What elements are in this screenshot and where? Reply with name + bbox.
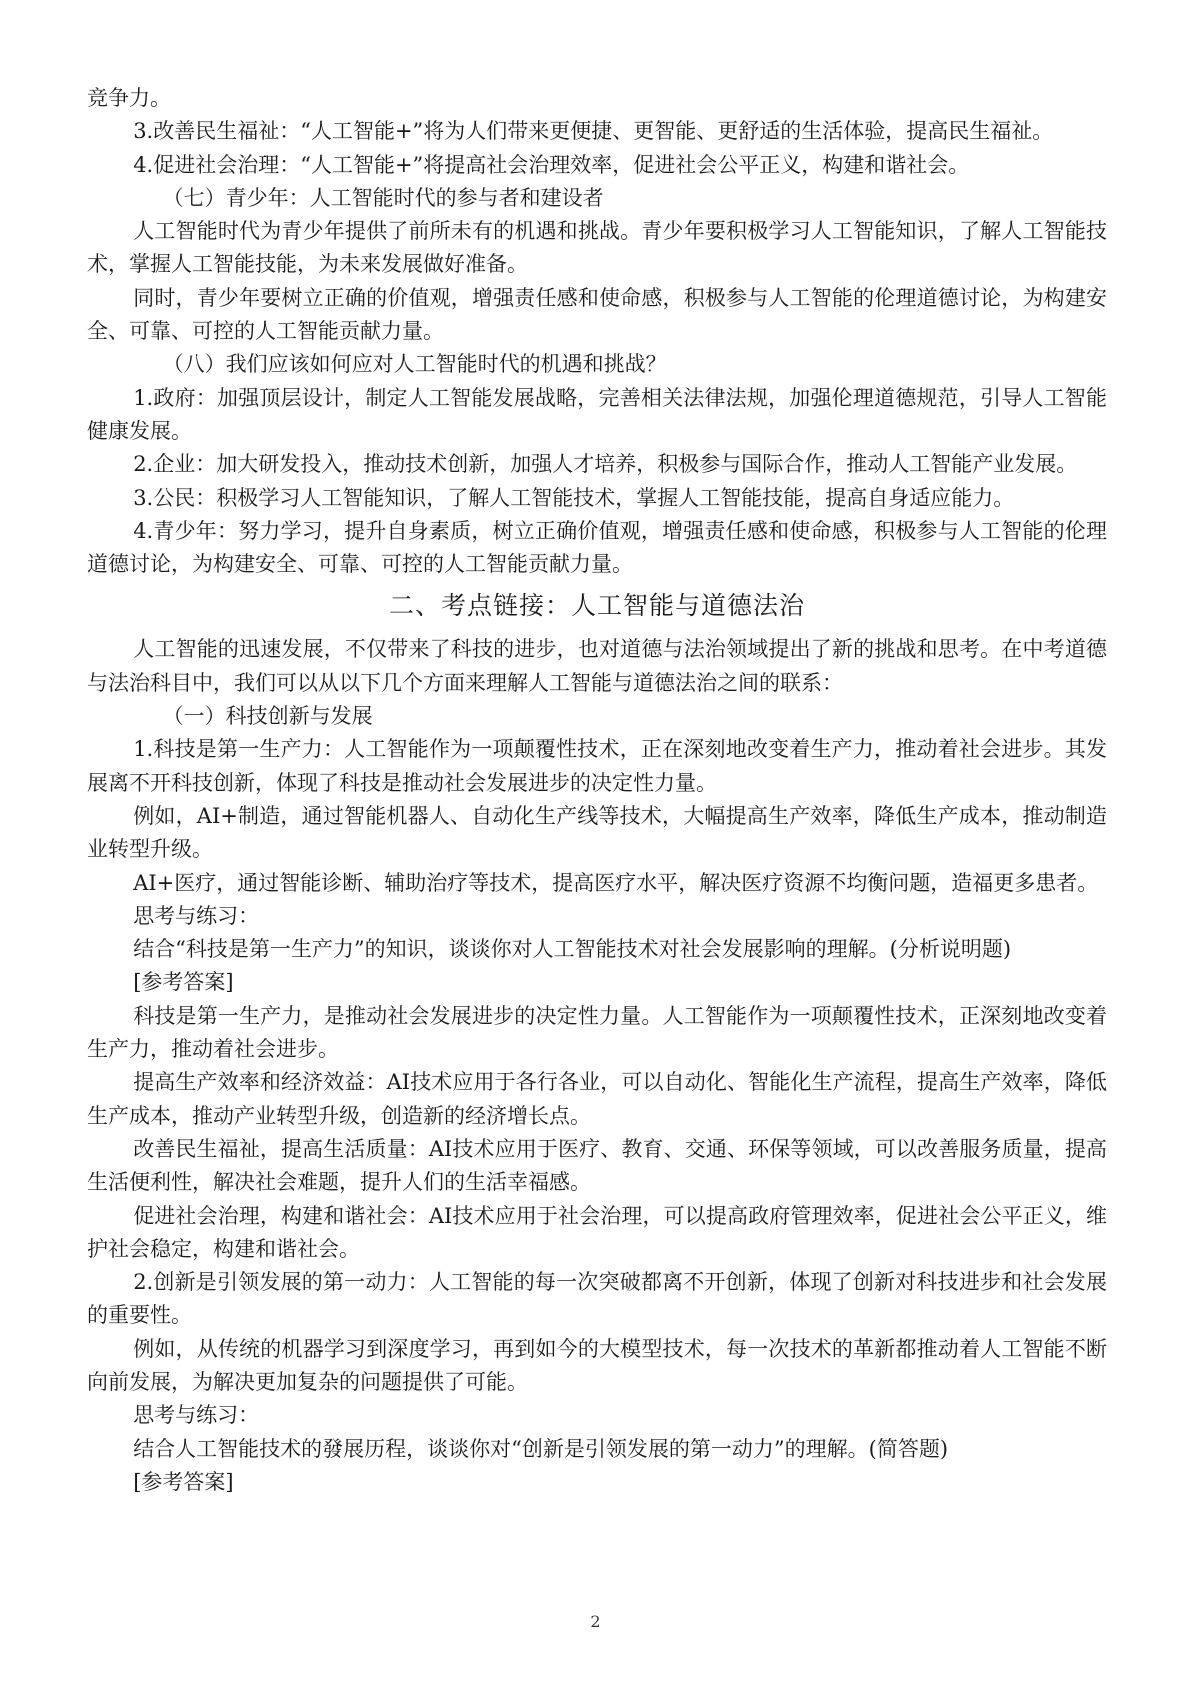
exercise-label: 思考与练习：	[133, 1403, 260, 1428]
paragraph: 人工智能的迅速发展，不仅带来了科技的进步，也对道德与法治领域提出了新的挑战和思考。在中考道德与法治科目中，我们可以从以下几个方面来理解人工智能与道德法治之间的联系：	[87, 637, 1107, 695]
paragraph: 人工智能时代为青少年提供了前所未有的机遇和挑战。青少年要积极学习人工智能知识，了解人工智能技术，掌握人工智能技能，为未来发展做好准备。	[87, 219, 1107, 277]
subheading: （七）青少年：人工智能时代的参与者和建设者	[162, 185, 604, 210]
section-title: 二、考点链接：人工智能与道德法治	[388, 591, 805, 621]
paragraph: AI+医疗，通过智能诊断、辅助治疗等技术，提高医疗水平，解决医疗资源不均衡问题，造福更多患者。	[133, 870, 1099, 895]
answer-label: [参考答案]	[133, 970, 234, 995]
exercise-label: 思考与练习：	[133, 903, 260, 928]
paragraph: 例如，从传统的机器学习到深度学习，再到如今的大模型技术，每一次技术的革新都推动着人工智能不断向前发展，为解决更加复杂的问题提供了可能。	[87, 1336, 1107, 1394]
paragraph: 同时，青少年要树立正确的价值观，增强责任感和使命感，积极参与人工智能的伦理道德讨论，为构建安全、可靠、可控的人工智能贡献力量。	[87, 285, 1107, 344]
paragraph: 1.政府：加强顶层设计，制定人工智能发展战略，完善相关法律法规，加强伦理道德规范，引导人工智能健康发展。	[87, 385, 1107, 443]
exercise-question: 结合“科技是第一生产力”的知识，谈谈你对人工智能技术对社会发展影响的理解。(分析说明题)	[133, 937, 1012, 962]
paragraph: 4.促进社会治理：“人工智能+”将提高社会治理效率，促进社会公平正义，构建和谐社会。	[133, 152, 970, 177]
paragraph: 2.创新是引领发展的第一动力：人工智能的每一次突破都离不开创新，体现了创新对科技进步和社会发展的重要性。	[87, 1270, 1107, 1328]
paragraph: 1.科技是第一生产力：人工智能作为一项颠覆性技术，正在深刻地改变着生产力，推动着社会进步。其发展离不开科技创新，体现了科技是推动社会发展进步的决定性力量。	[87, 737, 1107, 795]
document-page	[87, 82, 1107, 1499]
paragraph: 例如，AI+制造，通过智能机器人、自动化生产线等技术，大幅提高生产效率，降低生产成本，推动制造业转型升级。	[87, 803, 1107, 862]
paragraph: 促进社会治理，构建和谐社会：AI技术应用于社会治理，可以提高政府管理效率，促进社会公平正义，维护社会稳定，构建和谐社会。	[87, 1203, 1107, 1261]
paragraph: 4.青少年：努力学习，提升自身素质，树立正确价值观，增强责任感和使命感，积极参与人工智能的伦理道德讨论，为构建安全、可靠、可控的人工智能贡献力量。	[87, 518, 1107, 577]
subheading: （八）我们应该如何应对人工智能时代的机遇和挑战？	[162, 352, 667, 377]
paragraph: 3.公民：积极学习人工智能知识，了解人工智能技术，掌握人工智能技能，提高自身适应能力。	[133, 485, 1015, 510]
paragraph: 竞争力。	[87, 86, 171, 110]
paragraph: 2.企业：加大研发投入，推动技术创新，加强人才培养，积极参与国际合作，推动人工智能产业发展。	[133, 452, 1078, 477]
subheading: （一）科技创新与发展	[162, 704, 373, 729]
paragraph: 科技是第一生产力，是推动社会发展进步的决定性力量。人工智能作为一项颠覆性技术，正深刻地改变着生产力，推动着社会进步。	[87, 1003, 1107, 1062]
paragraph: 3.改善民生福祉：“人工智能+”将为人们带来更便捷、更智能、更舒适的生活体验，提高民生福祉。	[133, 119, 1054, 144]
page-number: 2	[590, 1612, 601, 1631]
paragraph: 提高生产效率和经济效益：AI技术应用于各行各业，可以自动化、智能化生产流程，提高生产效率，降低生产成本，推动产业转型升级，创造新的经济增长点。	[87, 1070, 1107, 1128]
paragraph: 改善民生福祉，提高生活质量：AI技术应用于医疗、教育、交通、环保等领域，可以改善服务质量，提高生活便利性，解决社会难题，提升人们的生活幸福感。	[87, 1136, 1107, 1195]
exercise-question: 结合人工智能技术的發展历程，谈谈你对“创新是引领发展的第一动力”的理解。(简答题)	[133, 1436, 949, 1461]
answer-label: [参考答案]	[133, 1469, 234, 1494]
